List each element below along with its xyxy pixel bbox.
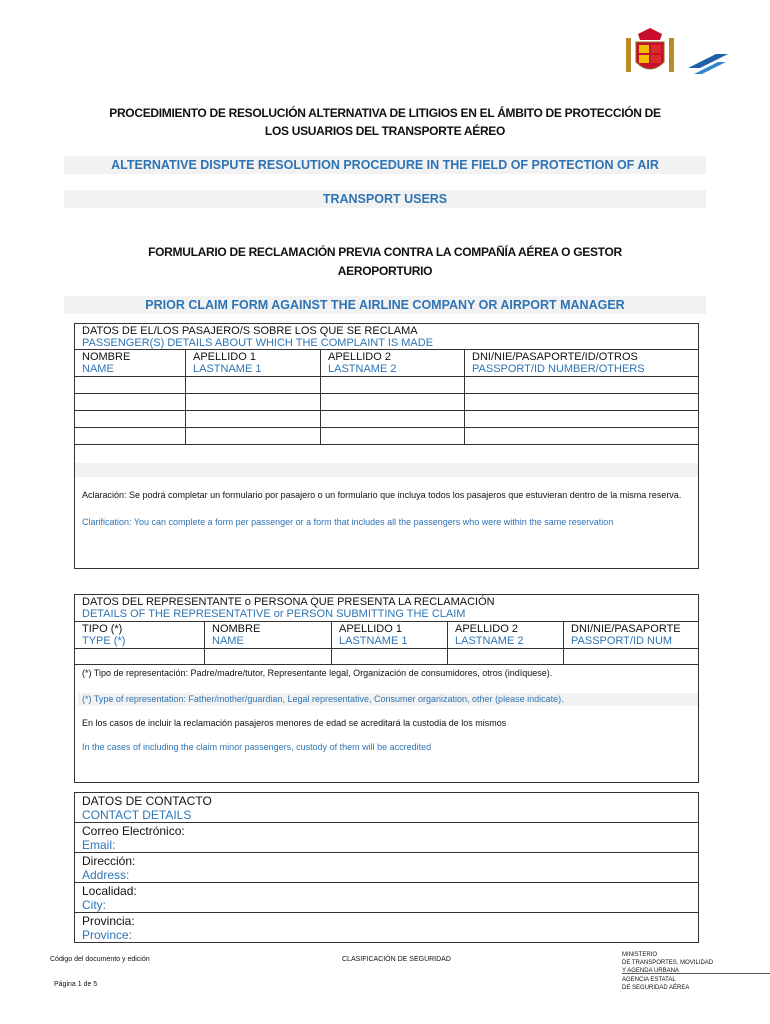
- table-row: [75, 411, 699, 428]
- rep-cell[interactable]: [332, 649, 448, 665]
- rep-cell[interactable]: [448, 649, 564, 665]
- address-label: Dirección:: [82, 854, 136, 868]
- footer-divider: [622, 973, 770, 974]
- passenger-cell[interactable]: [465, 428, 699, 445]
- city-label-en: City:: [82, 898, 106, 912]
- passenger-cell[interactable]: [186, 377, 321, 394]
- passenger-cell[interactable]: [465, 377, 699, 394]
- passengers-note-es: Aclaración: Se podrá completar un formulario por pasajero o un formulario que incluya todos los pasajeros que estuvieran dentro de la misma reserva.: [82, 490, 682, 500]
- title-en-line2: TRANSPORT USERS: [322, 192, 448, 206]
- province-label-en: Province:: [82, 928, 133, 942]
- email-label: Correo Electrónico:: [82, 824, 185, 838]
- passengers-note-row: [75, 445, 699, 569]
- passenger-cell[interactable]: [75, 377, 186, 394]
- col-rep-lastname1-en: LASTNAME 1: [339, 635, 408, 647]
- agency-line1: AGENCIA ESTATAL: [622, 977, 676, 983]
- contact-email-row[interactable]: [75, 823, 699, 853]
- title-es-line1: PROCEDIMIENTO DE RESOLUCIÓN ALTERNATIVA DE LITIGIOS EN EL ÁMBITO DE PROTECCIÓN DE: [109, 106, 661, 120]
- province-label: Provincia:: [82, 914, 135, 928]
- coat-of-arms-icon: [622, 28, 678, 78]
- col-id-es: DNI/NIE/PASAPORTE/ID/OTROS: [472, 351, 638, 363]
- contact-header-row: [75, 793, 699, 823]
- col-lastname1-en: LASTNAME 1: [193, 363, 262, 375]
- rep-cell[interactable]: [75, 649, 205, 665]
- passengers-table: [74, 323, 699, 569]
- minors-note-en: In the cases of including the claim minor passengers, custody of them will be accredited: [82, 742, 432, 752]
- type-note-en: (*) Type of representation: Father/mother/guardian, Legal representative, Consumer organization, other (please indicate).: [78, 693, 698, 706]
- passenger-cell[interactable]: [465, 411, 699, 428]
- agency-line2: DE SEGURIDAD AÉREA: [622, 985, 690, 991]
- passenger-cell[interactable]: [465, 394, 699, 411]
- representative-header-es: DATOS DEL REPRESENTANTE o PERSONA QUE PRESENTA LA RECLAMACIÓN: [82, 596, 495, 608]
- passengers-header-en: PASSENGER(S) DETAILS ABOUT WHICH THE COMPLAINT IS MADE: [82, 337, 434, 349]
- passengers-column-row: [75, 350, 699, 377]
- table-row: [75, 428, 699, 445]
- table-row: [75, 377, 699, 394]
- table-row: [75, 394, 699, 411]
- form-title-es-line1: FORMULARIO DE RECLAMACIÓN PREVIA CONTRA LA COMPAÑÍA AÉREA O GESTOR: [148, 245, 622, 259]
- table-row: [75, 649, 699, 665]
- footer-agency: [622, 976, 762, 992]
- passengers-header-es: DATOS DE EL/LOS PASAJERO/S SOBRE LOS QUE SE RECLAMA: [82, 325, 418, 337]
- passenger-cell[interactable]: [75, 428, 186, 445]
- type-note-es: (*) Tipo de representación: Padre/madre/tutor, Representante legal, Organización de consumidores, otros (indíquese).: [82, 668, 553, 678]
- col-name-en: NAME: [82, 363, 114, 375]
- minors-note-es: En los casos de incluir la reclamación pasajeros menores de edad se acreditará la custodia de los mismos: [82, 718, 507, 728]
- address-label-en: Address:: [82, 868, 130, 882]
- contact-header-es: DATOS DE CONTACTO: [82, 794, 212, 808]
- col-rep-name-en: NAME: [212, 635, 244, 647]
- representative-header-en: DETAILS OF THE REPRESENTATIVE or PERSON SUBMITTING THE CLAIM: [82, 608, 466, 620]
- col-lastname2-en: LASTNAME 2: [328, 363, 397, 375]
- contact-header-en: CONTACT DETAILS: [82, 808, 192, 822]
- form-title-es-line2: AEROPORTURIO: [337, 264, 433, 278]
- col-rep-lastname2-en: LASTNAME 2: [455, 635, 524, 647]
- col-rep-name-es: NOMBRE: [212, 623, 261, 635]
- representative-column-row: [75, 622, 699, 649]
- ministry-line3: Y AGENDA URBANA: [622, 968, 679, 974]
- col-rep-id-es: DNI/NIE/PASAPORTE: [571, 623, 681, 635]
- title-es-line2: LOS USUARIOS DEL TRANSPORTE AÉREO: [264, 124, 506, 138]
- col-name-es: NOMBRE: [82, 351, 131, 363]
- contact-province-row[interactable]: [75, 913, 699, 943]
- col-type-en: TYPE (*): [82, 635, 126, 647]
- footer-doc-code: Código del documento y edición: [50, 956, 150, 963]
- passenger-cell[interactable]: [75, 411, 186, 428]
- footer-page: Página 1 de 5: [54, 981, 98, 988]
- rep-cell[interactable]: [205, 649, 332, 665]
- passenger-cell[interactable]: [321, 394, 465, 411]
- passengers-note-en: Clarification: You can complete a form per passenger or a form that includes all the passengers who were within the same reservation: [82, 517, 614, 527]
- note-band: [75, 463, 698, 477]
- title-en-line1: ALTERNATIVE DISPUTE RESOLUTION PROCEDURE IN THE FIELD OF PROTECTION OF AIR: [111, 158, 659, 172]
- contact-table: [74, 792, 699, 943]
- representative-notes-row: [75, 665, 699, 783]
- city-label: Localidad:: [82, 884, 137, 898]
- col-rep-id-en: PASSPORT/ID NUM: [571, 635, 673, 647]
- passenger-cell[interactable]: [186, 411, 321, 428]
- col-lastname1-es: APELLIDO 1: [193, 351, 256, 363]
- footer-ministry: [622, 951, 762, 975]
- aesa-logo-icon: [686, 50, 730, 76]
- col-id-en: PASSPORT/ID NUMBER/OTHERS: [472, 363, 645, 375]
- col-type-es: TIPO (*): [82, 623, 123, 635]
- contact-city-row[interactable]: [75, 883, 699, 913]
- contact-address-row[interactable]: [75, 853, 699, 883]
- col-lastname2-es: APELLIDO 2: [328, 351, 391, 363]
- ministry-line2: DE TRANSPORTES, MOVILIDAD: [622, 960, 714, 966]
- representative-table: [74, 594, 699, 783]
- passenger-cell[interactable]: [321, 377, 465, 394]
- passenger-cell[interactable]: [186, 394, 321, 411]
- col-rep-lastname1-es: APELLIDO 1: [339, 623, 402, 635]
- footer-classification: CLASIFICACIÓN DE SEGURIDAD: [342, 956, 451, 963]
- email-label-en: Email:: [82, 838, 116, 852]
- form-title-en: PRIOR CLAIM FORM AGAINST THE AIRLINE COMPANY OR AIRPORT MANAGER: [145, 298, 625, 312]
- col-rep-lastname2-es: APELLIDO 2: [455, 623, 518, 635]
- passenger-cell[interactable]: [321, 411, 465, 428]
- passenger-cell[interactable]: [186, 428, 321, 445]
- passenger-cell[interactable]: [75, 394, 186, 411]
- passengers-header-row: [75, 324, 699, 350]
- representative-header-row: [75, 595, 699, 622]
- ministry-line1: MINISTERIO: [622, 952, 658, 958]
- rep-cell[interactable]: [564, 649, 699, 665]
- passenger-cell[interactable]: [321, 428, 465, 445]
